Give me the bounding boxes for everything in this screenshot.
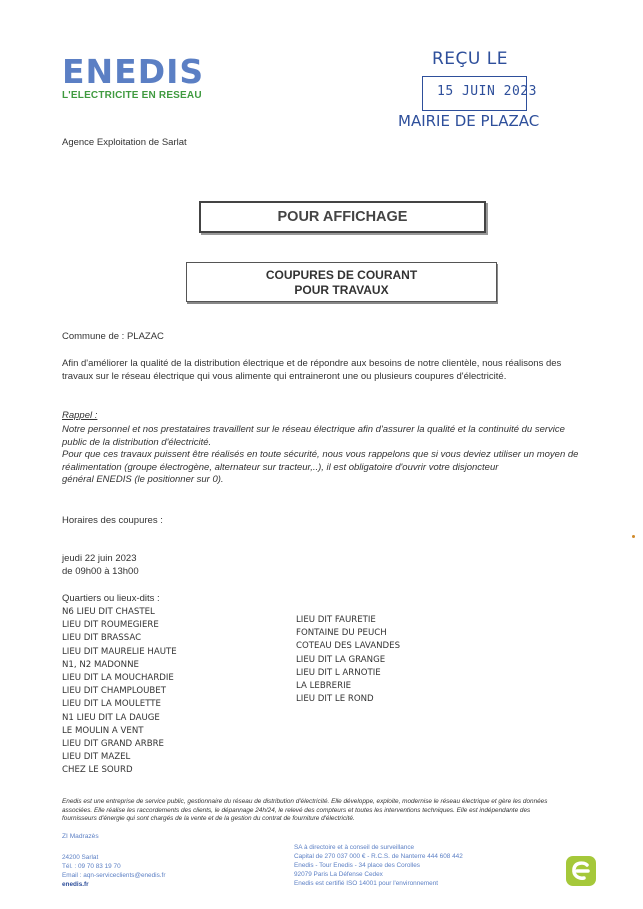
horaires-title: Horaires des coupures : — [62, 515, 163, 526]
rappel-title: Rappel : — [62, 410, 98, 421]
footer-city: 24200 Sarlat — [62, 854, 99, 861]
footer-legal-line: Enedis - Tour Enedis - 34 place des Corolles — [294, 862, 420, 869]
enedis-logo: ENEDIS — [62, 52, 205, 91]
intro-paragraph — [62, 358, 622, 383]
places-list-right — [296, 614, 400, 706]
affichage-box — [199, 201, 486, 233]
enedis-e-icon — [566, 856, 596, 886]
footer-legal-line: SA à directoire et à conseil de surveillance — [294, 844, 415, 851]
rappel-line: public de la distribution d'électricité. — [62, 436, 212, 448]
place-item: LIEU DIT GRAND ARBRE — [62, 739, 164, 750]
footer-company-note — [62, 798, 592, 824]
footer-legal-line: 92079 Paris La Défense Cedex — [294, 871, 383, 878]
agence-label: Agence Exploitation de Sarlat — [62, 137, 187, 148]
footer-website-link[interactable]: enedis.fr — [62, 881, 89, 888]
coupures-title-line2: POUR TRAVAUX — [294, 283, 389, 297]
stamp-mairie: MAIRIE DE PLAZAC — [398, 112, 540, 130]
place-item: LIEU DIT MAZEL — [62, 752, 131, 763]
scan-speck — [632, 535, 635, 538]
footer-note-line: associées. Elle réalise les raccordements des clients, le dépannage 24h/24, le relevé des compteurs et toutes les interventions techniques. Elle est indépendante des — [62, 806, 531, 814]
affichage-title: POUR AFFICHAGE — [277, 209, 408, 225]
rappel-line: réalimentation (groupe électrogène, alternateur sur tracteur,..), il est obligatoire d'ouvrir votre disjoncteur — [62, 461, 499, 473]
place-item: CHEZ LE SOURD — [62, 765, 133, 776]
place-item: LIEU DIT ROUMEGIERE — [62, 620, 159, 631]
place-item: N6 LIEU DIT CHASTEL — [62, 607, 155, 617]
rappel-line: général ENEDIS (le positionner sur 0). — [62, 474, 224, 485]
places-list-left — [62, 606, 177, 778]
footer-phone: Tél. : 09 70 83 19 70 — [62, 863, 121, 870]
stamp-date: 15 JUIN 2023 — [437, 84, 537, 99]
place-item: FONTAINE DU PEUCH — [296, 628, 387, 639]
place-item: LIEU DIT MAURELIE HAUTE — [62, 646, 177, 657]
footer-legal-line: Enedis est certifié ISO 14001 pour l'environnement — [294, 880, 439, 887]
footer-contact — [62, 853, 165, 889]
rappel-line: Pour que ces travaux puissent être réalisés en toute sécurité, nous vous rappelons que si vous deviez utiliser un moyen de — [62, 449, 579, 460]
quartiers-title: Quartiers ou lieux-dits : — [62, 593, 160, 604]
outage-time: de 09h00 à 13h00 — [62, 566, 139, 577]
stamp-received-label: REÇU LE — [432, 49, 508, 69]
intro-line: travaux sur le réseau électrique qui vous alimente qui entraineront une ou plusieurs coupures d'électricité. — [62, 370, 507, 382]
intro-line: Afin d'améliorer la qualité de la distribution électrique et de répondre aux besoins de notre clientèle, nous réalisons des — [62, 358, 562, 369]
place-item: N1 LIEU DIT LA DAUGE — [62, 712, 160, 723]
outage-date: jeudi 22 juin 2023 — [62, 553, 137, 564]
place-item: LIEU DIT CHAMPLOUBET — [62, 686, 166, 697]
logo-tagline: L'ELECTRICITE EN RESEAU — [62, 90, 202, 101]
place-item: LA LEBRERIE — [296, 681, 352, 692]
commune-label: Commune de : PLAZAC — [62, 331, 164, 342]
place-item: LIEU DIT L ARNOTIE — [296, 667, 381, 678]
place-item: LIEU DIT LA MOUCHARDIE — [62, 673, 174, 684]
coupures-title-line1: COUPURES DE COURANT — [265, 268, 418, 282]
place-item: LIEU DIT LE ROND — [296, 694, 374, 705]
rappel-paragraph — [62, 424, 607, 487]
place-item: LIEU DIT LA MOULETTE — [62, 699, 161, 710]
place-item: LIEU DIT FAURETIE — [296, 615, 376, 625]
rappel-line: Notre personnel et nos prestataires travaillent sur le réseau électrique afin d'assurer la qualité et la continuité du service — [62, 424, 565, 435]
footer-legal-line: Capital de 270 037 000 € - R.C.S. de Nanterre 444 608 442 — [294, 853, 463, 860]
place-item: LIEU DIT LA GRANGE — [296, 654, 386, 665]
footer-legal — [294, 843, 463, 888]
place-item: COTEAU DES LAVANDES — [296, 641, 401, 652]
footer-email[interactable]: Email : aqn-serviceclients@enedis.fr — [62, 872, 166, 879]
footer-note-line: fournisseurs d'énergie qui sont chargés de la vente et de la gestion du contrat de fourniture d'électricité. — [62, 815, 355, 823]
place-item: LE MOULIN A VENT — [62, 725, 144, 736]
place-item: N1, N2 MADONNE — [62, 659, 139, 670]
place-item: LIEU DIT BRASSAC — [62, 633, 142, 644]
footer-address-zone: ZI Madrazès — [62, 833, 99, 840]
coupures-box — [186, 262, 497, 302]
footer-note-line: Enedis est une entreprise de service public, gestionnaire du réseau de distribution d'électricité. Elle développe, exploite, modernise le réseau électrique et gère les données — [62, 798, 548, 805]
